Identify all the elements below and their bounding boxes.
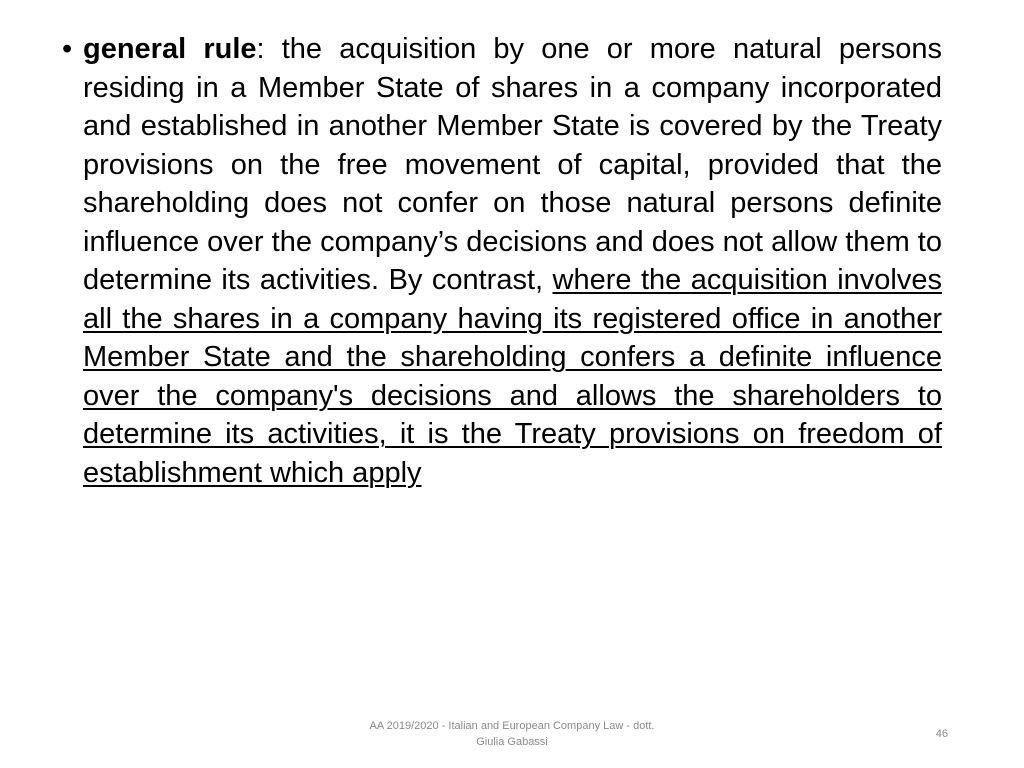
bullet-text: the acquisition by one or more natural persons residing in a Member State of shares in a company incorporated and established in another Member State is covered by the Treaty provisions on the free movement of capital, provided that the shareholding does not confer on those natural persons definite influence over the company’s decisions and does not allow them to determine its activities. By contrast, bbox=[83, 33, 942, 296]
term-separator: : bbox=[256, 33, 265, 65]
bullet-underlined-text: where the acquisition involves all the shares in a company having its registered office in another Member State and the shareholding confers a definite influence over the company's decisions and allows the shareholders to determine its activities, it is the Treaty provisions on freedom of establishment which apply bbox=[83, 264, 942, 489]
bullet-dot: • bbox=[62, 33, 73, 65]
footer-text: AA 2019/2020 - Italian and European Company Law - dott. Giulia Gabassi bbox=[369, 720, 655, 748]
page-number: 46 bbox=[935, 728, 948, 740]
slide-content bbox=[62, 30, 942, 492]
bullet-term: general rule bbox=[83, 33, 257, 65]
bullet-item bbox=[62, 30, 942, 492]
